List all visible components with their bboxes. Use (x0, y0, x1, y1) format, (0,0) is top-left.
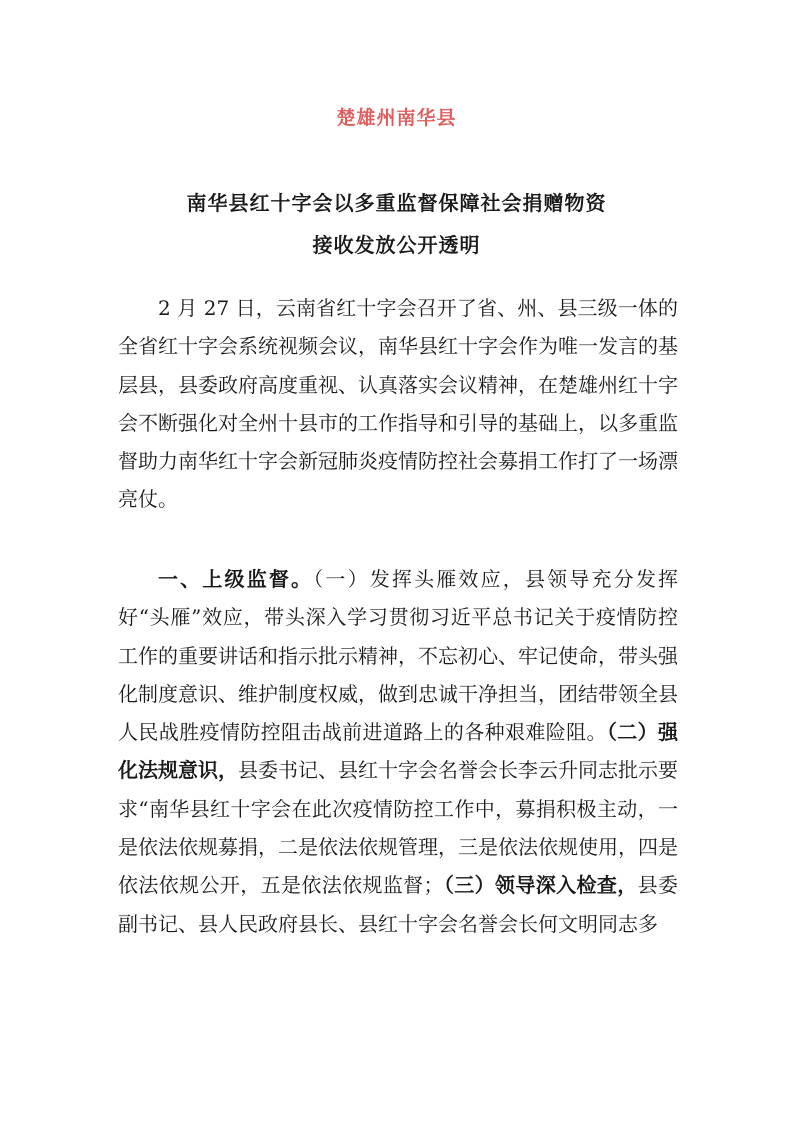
section-text-1: （一）发挥头雁效应，县领导充分发挥好“头雁”效应，带头深入学习贯彻习近平总书记关于疫情防控工作的重要讲话和指示批示精神，不忘初心、牢记使命，带头强化制度意识、维护制度权威，做到忠诚干净担当，团结带领全县人民战胜疫情防控阻击战前进道路上的各种艰难险阻。 (118, 567, 679, 745)
section-text-2: 县委书记、县红十字会名誉会长李云升同志批示要求“南华县红十字会在此次疫情防控工作中，募捐积极主动，一是依法依规募捐，二是依法依规管理，三是依法依规使用，四是依法依规公开，五是依法依规监督； (118, 758, 678, 898)
subsection-heading-2: （二）强化法规意识， (118, 720, 679, 783)
paragraph-intro: 2 月 27 日，云南省红十字会召开了省、州、县三级一体的全省红十字会系统视频会议，南华县红十字会作为唯一发言的基层县，县委政府高度重视、认真落实会议精神，在楚雄州红十字会不断强化对全州十县市的工作指导和引导的基础上，以多重监督助力南华红十字会新冠肺炎疫情防控社会募捐工作打了一场漂亮仗。 (118, 296, 678, 512)
title-line-1: 南华县红十字会以多重监督保障社会捐赠物资 (186, 191, 607, 215)
section-heading: 一、上级监督。 (158, 567, 314, 591)
region-header: 楚雄州南华县 (336, 107, 457, 129)
section-text-3: 县委副书记、县人民政府县长、县红十字会名誉会长何文明同志多 (118, 873, 679, 936)
subsection-heading-3: （三）领导深入检查， (443, 873, 638, 898)
paragraph-supervision (118, 560, 678, 943)
title-line-2: 接收发放公开透明 (312, 233, 481, 257)
